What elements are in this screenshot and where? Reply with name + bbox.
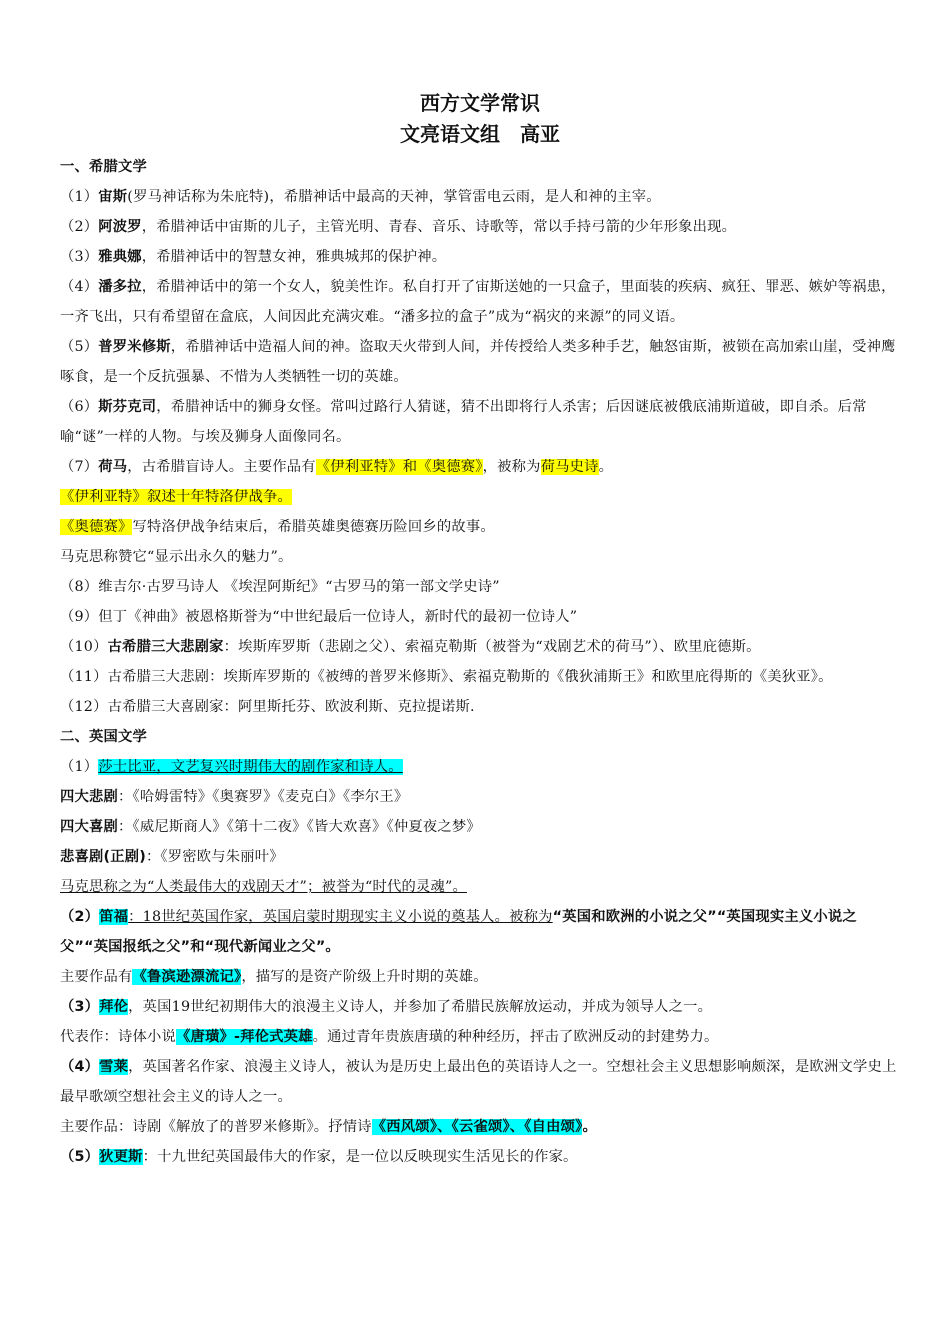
highlight-shelley: 雪莱 — [99, 1059, 129, 1075]
term-zeus: 宙斯 — [98, 189, 128, 205]
paragraph-shelley-work: 主要作品：诗剧《解放了的普罗米修斯》。抒情诗《西风颂》、《云雀颂》、《自由颂》。 — [60, 1119, 597, 1135]
paragraph-defoe: （2）笛福：18世纪英国作家，英国启蒙时期现实主义小说的奠基人。被称为“英国和欧洲的小说之父”“英国现实主义小说之父”“英国报纸之父”和“现代新闻业之父”。 — [60, 909, 857, 955]
paragraph-odyssey: 《奥德赛》写特洛伊战争结束后，希腊英雄奥德赛历险回乡的故事。 — [60, 519, 495, 535]
highlight-shakespeare: 莎士比亚，文艺复兴时期伟大的剧作家和诗人。 — [98, 759, 403, 775]
highlight-odyssey: 《奥德赛》 — [60, 519, 133, 535]
paragraph-homer: （7）荷马，古希腊盲诗人。主要作品有《伊利亚特》和《奥德赛》，被称为荷马史诗。 — [60, 459, 614, 475]
document-title: 西方文学常识 — [420, 91, 540, 115]
paragraph-shakespeare: （1）莎士比亚，文艺复兴时期伟大的剧作家和诗人。 — [60, 759, 403, 775]
paragraph-shelley: （4）雪莱，英国著名作家、浪漫主义诗人，被认为是历史上最出色的英语诗人之一。空想社会主义思想影响颇深，是欧洲文学史上最早歌颂空想社会主义的诗人之一。 — [60, 1059, 897, 1105]
defoe-titles: “英国和欧洲的小说之父”“英国现实主义小说之父”“英国报纸之父”和“现代新闻业之父”。 — [60, 909, 857, 955]
term-prometheus: 普罗米修斯 — [98, 339, 171, 355]
paragraph-tragedians: （10）古希腊三大悲剧家：埃斯库罗斯（悲剧之父）、索福克勒斯（被誉为“戏剧艺术的荷马”）、欧里庇德斯。 — [60, 639, 761, 655]
highlight-don-juan: 《唐璜》-拜伦式英雄 — [175, 1029, 313, 1045]
paragraph-marx-shakespeare: 马克思称之为“人类最伟大的戏剧天才”；被誉为“时代的灵魂”。 — [60, 879, 467, 895]
paragraph-tragicomedy: 悲喜剧(正剧)：《罗密欧与朱丽叶》 — [60, 849, 284, 865]
highlight-robinson-crusoe: 《鲁滨逊漂流记》 — [132, 969, 242, 985]
paragraph-four-comedies: 四大喜剧：《威尼斯商人》《第十二夜》《皆大欢喜》《仲夏夜之梦》 — [60, 819, 481, 835]
document-body — [60, 152, 900, 1172]
paragraph-virgil: （8）维吉尔·古罗马诗人 《埃涅阿斯纪》“古罗马的第一部文学史诗” — [60, 579, 500, 595]
term-pandora: 潘多拉 — [98, 279, 142, 295]
highlight-dickens: 狄更斯 — [99, 1149, 143, 1165]
highlight-homeric-epics: 荷马史诗 — [540, 459, 599, 475]
paragraph-dickens: （5）狄更斯：十九世纪英国最伟大的作家，是一位以反映现实生活见长的作家。 — [60, 1149, 578, 1165]
highlight-iliad: 《伊利亚特》叙述十年特洛伊战争。 — [60, 489, 292, 505]
term-sphinx: 斯芬克司 — [98, 399, 157, 415]
paragraph-byron: （3）拜伦，英国19世纪初期伟大的浪漫主义诗人，并参加了希腊民族解放运动，并成为领导人之一。 — [60, 999, 713, 1015]
paragraph-iliad — [60, 482, 900, 512]
paragraph-sphinx: （6）斯芬克司，希腊神话中的狮身女怪。常叫过路行人猜谜，猜不出即将行人杀害；后因谜底被俄底浦斯道破，即自杀。后常喻“谜”一样的人物。与埃及狮身人面像同名。 — [60, 399, 867, 445]
paragraph-four-tragedies: 四大悲剧：《哈姆雷特》《奥赛罗》《麦克白》《李尔王》 — [60, 789, 409, 805]
paragraph-comedians: （12）古希腊三大喜剧家：阿里斯托芬、欧波利斯、克拉提诺斯. — [60, 699, 475, 715]
paragraph-dante: （9）但丁《神曲》被恩格斯誉为“中世纪最后一位诗人，新时代的最初一位诗人” — [60, 609, 578, 625]
document-page — [60, 88, 900, 1172]
paragraph-athena: （3）雅典娜，希腊神话中的智慧女神，雅典城邦的保护神。 — [60, 249, 447, 265]
highlight-defoe: 笛福 — [99, 909, 129, 925]
highlight-byron: 拜伦 — [99, 999, 129, 1015]
term-homer: 荷马 — [98, 459, 128, 475]
paragraph-zeus: （1）宙斯(罗马神话称为朱庇特)，希腊神话中最高的天神，掌管雷电云雨，是人和神的主宰。 — [60, 189, 661, 205]
highlight-shelley-odes: 《西风颂》、《云雀颂》、《自由颂》 — [371, 1119, 583, 1135]
paragraph-byron-work: 代表作：诗体小说《唐璜》-拜伦式英雄。通过青年贵族唐璜的种种经历，抨击了欧洲反动的封建势力。 — [60, 1029, 719, 1045]
highlight-homer-works: 《伊利亚特》和《奥德赛》 — [315, 459, 483, 475]
paragraph-prometheus: （5）普罗米修斯，希腊神话中造福人间的神。盗取天火带到人间，并传授给人类多种手艺，触怒宙斯，被锁在高加索山崖，受神鹰啄食，是一个反抗强暴、不惜为人类牺牲一切的英雄。 — [60, 339, 896, 385]
paragraph-pandora: （4）潘多拉，希腊神话中的第一个女人，貌美性诈。私自打开了宙斯送她的一只盒子，里面装的疾病、疯狂、罪恶、嫉妒等祸患，一齐飞出，只有希望留在盒底，人间因此充满灾难。“潘多拉的盒子”成为“祸灾的来源”的同义语。 — [60, 279, 896, 325]
term-athena: 雅典娜 — [98, 249, 142, 265]
term-apollo: 阿波罗 — [98, 219, 142, 235]
paragraph-defoe-work: 主要作品有《鲁滨逊漂流记》，描写的是资产阶级上升时期的英雄。 — [60, 969, 488, 985]
section-heading-english: 二、英国文学 — [60, 729, 147, 745]
term-tragedians: 古希腊三大悲剧家 — [107, 639, 224, 655]
section-heading-greek: 一、希腊文学 — [60, 159, 147, 175]
paragraph-tragedies: （11）古希腊三大悲剧：埃斯库罗斯的《被缚的普罗米修斯》、索福克勒斯的《俄狄浦斯王》和欧里庇得斯的《美狄亚》。 — [60, 669, 833, 685]
document-subtitle: 文亮语文组 高亚 — [400, 122, 560, 146]
paragraph-apollo: （2）阿波罗，希腊神话中宙斯的儿子，主管光明、青春、音乐、诗歌等，常以手持弓箭的少年形象出现。 — [60, 219, 737, 235]
paragraph-marx-homer: 马克思称赞它“显示出永久的魅力”。 — [60, 549, 293, 565]
